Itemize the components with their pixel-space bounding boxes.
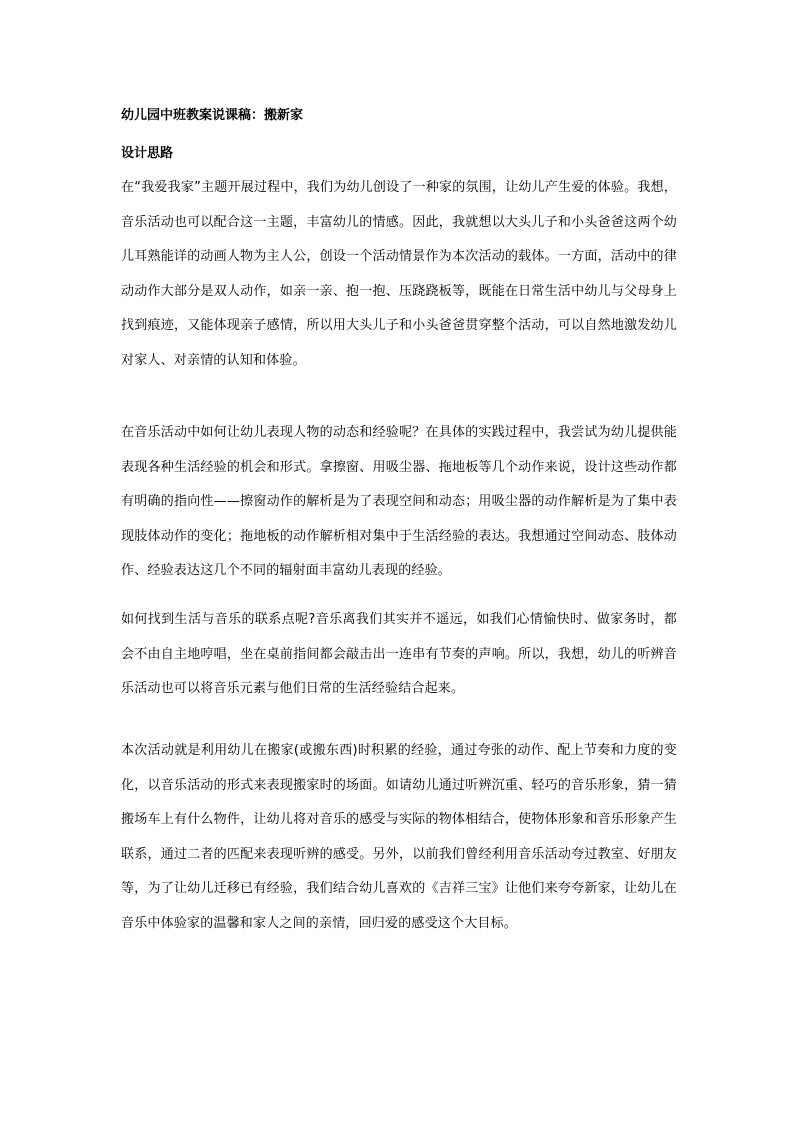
paragraph: 本次活动就是利用幼儿在搬家(或搬东西)时积累的经验，通过夸张的动作、配上节奏和力度的变化，以音乐活动的形式来表现搬家时的场面。如请幼儿通过听辨沉重、轻巧的音乐形象，猜一猜搬场车上有什么物件，让幼儿将对音乐的感受与实际的物体相结合，使物体形象和音乐形象产生联系，通过二者的匹配来表现听辨的感受。另外，以前我们曾经利用音乐活动夸过教室、好朋友等，为了让幼儿迁移已有经验，我们结合幼儿喜欢的《吉祥三宝》让他们来夸夸新家，让幼儿在音乐中体验家的温馨和家人之间的亲情，回归爱的感受这个大目标。 <box>121 743 677 931</box>
paragraph: 在“我爱我家”主题开展过程中，我们为幼儿创设了一种家的氛围，让幼儿产生爱的体验。我想，音乐活动也可以配合这一主题，丰富幼儿的情感。因此，我就想以大头儿子和小头爸爸这两个幼儿耳熟能详的动画人物为主人公，创设一个活动情景作为本次活动的载体。一方面，活动中的律动动作大部分是双人动作，如亲一亲、抱一抱、压跷跷板等，既能在日常生活中幼儿与父母身上找到痕迹，又能体现亲子感情，所以用大头儿子和小头爸爸贯穿整个活动，可以自然地激发幼儿对家人、对亲情的认知和体验。 <box>121 180 677 368</box>
document-title: 幼儿园中班教案说课稿：搬新家 <box>121 108 304 123</box>
paragraph: 如何找到生活与音乐的联系点呢?音乐离我们其实并不遥远，如我们心情愉快时、做家务时，都会不由自主地哼唱，坐在桌前指间都会敲击出一连串有节奏的声响。所以，我想，幼儿的听辨音乐活动也可以将音乐元素与他们日常的生活经验结合起来。 <box>121 612 677 697</box>
section-heading: 设计思路 <box>121 146 174 161</box>
paragraph: 在音乐活动中如何让幼儿表现人物的动态和经验呢？在具体的实践过程中，我尝试为幼儿提供能表现各种生活经验的机会和形式。拿擦窗、用吸尘器、拖地板等几个动作来说，设计这些动作都有明确的指向性——擦窗动作的解析是为了表现空间和动态；用吸尘器的动作解析是为了集中表现肢体动作的变化；拖地板的动作解析相对集中于生活经验的表达。我想通过空间动态、肢体动作、经验表达这几个不同的辐射面丰富幼儿表现的经验。 <box>121 425 677 579</box>
